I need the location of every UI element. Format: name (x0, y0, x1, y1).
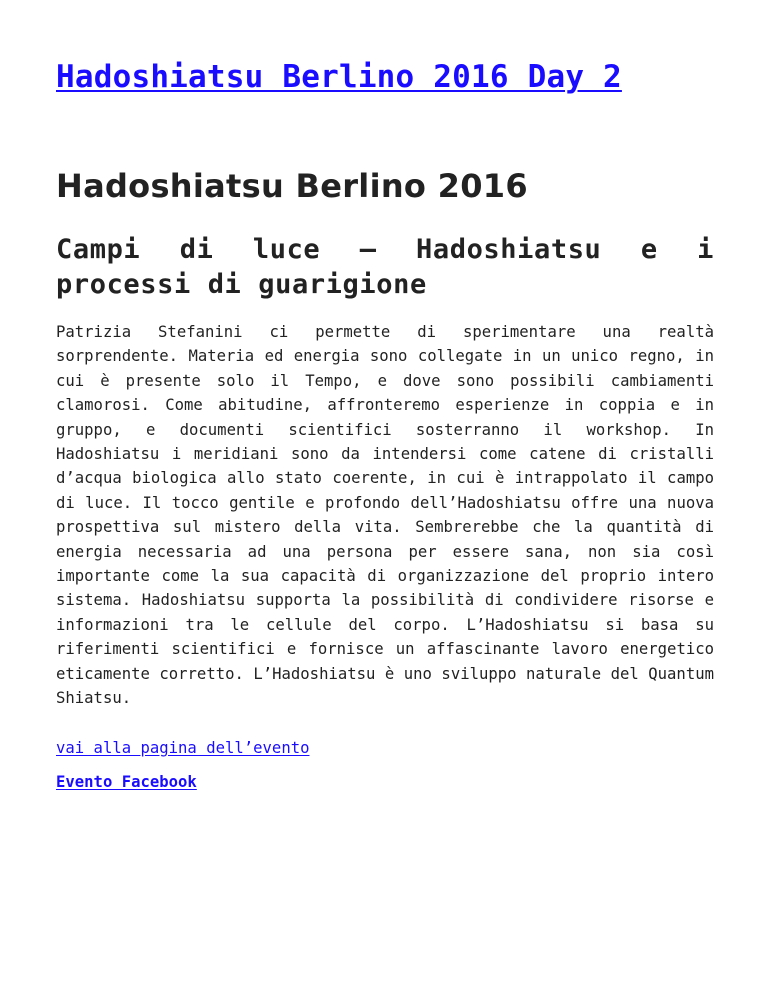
post-title (56, 56, 714, 98)
event-link-line (56, 737, 714, 759)
subsection-heading: Campi di luce – Hadoshiatsu e i processi di guarigione (56, 234, 714, 300)
post-title-link[interactable]: Hadoshiatsu Berlino 2016 Day 2 (56, 59, 622, 95)
article-paragraph: Patrizia Stefanini ci permette di sperimentare una realtà sorprendente. Materia ed energia sono collegate in un unico regno, in cui è presente solo il Tempo, e dove sono possibili cambiamenti clamorosi. Come abitudine, affronteremo esperienze in coppia e in gruppo, e documenti scientifici sosterranno il workshop. In Hadoshiatsu i meridiani sono da intendersi come catene di cristalli d’acqua biologica allo stato coerente, in cui è intrappolato il campo di luce. Il tocco gentile e profondo dell’Hadoshiatsu offre una nuova prospettiva sul mistero della vita. Sembrerebbe che la quantità di energia necessaria ad una persona per essere sana, non sia così importante come la sua capacità di organizzazione del proprio intero sistema. Hadoshiatsu supporta la possibilità di condividere risorse e informazioni tra le cellule del corpo. L’Hadoshiatsu si basa su riferimenti scientifici e fornisce un affascinante lavoro energetico eticamente corretto. L’Hadoshiatsu è uno sviluppo naturale del Quantum Shiatsu. (56, 323, 714, 708)
event-page-link[interactable]: vai alla pagina dell’evento (56, 738, 310, 757)
facebook-event-link[interactable]: Evento Facebook (56, 772, 197, 791)
article (56, 56, 714, 793)
facebook-link-line (56, 771, 714, 793)
section-heading: Hadoshiatsu Berlino 2016 (56, 167, 528, 205)
